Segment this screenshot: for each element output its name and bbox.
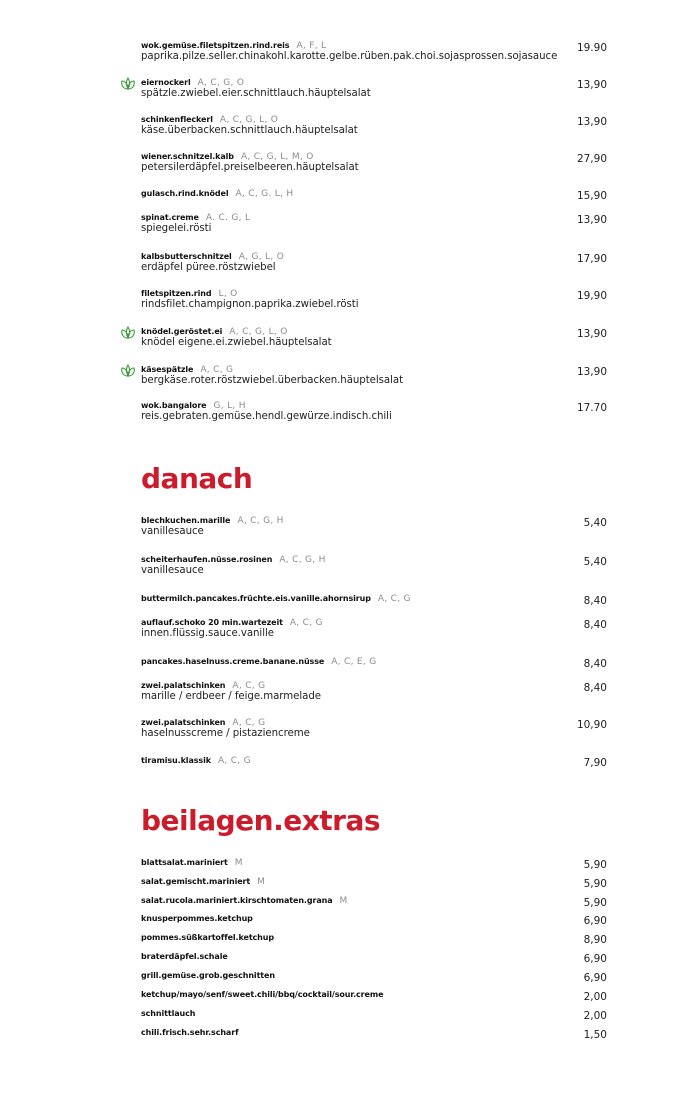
menu-item xyxy=(141,555,607,576)
leaf-icon xyxy=(120,326,136,340)
item-description: spätzle.zwiebel.eier.schnittlauch.häuptelsalat xyxy=(141,88,371,99)
item-allergens: L, O xyxy=(218,289,238,299)
item-description: rindsfilet.champignon.paprika.zwiebel.rösti xyxy=(141,299,359,310)
item-allergens: A, C, G xyxy=(232,681,266,691)
item-description: vanillesauce xyxy=(141,565,204,576)
item-allergens: G, L, H xyxy=(213,401,246,411)
menu-item xyxy=(141,152,607,173)
extra-item xyxy=(141,1009,607,1022)
item-allergens: A, C, G, O xyxy=(197,78,245,88)
item-price: 17.70 xyxy=(576,402,607,414)
item-name: grill.gemüse.grob.geschnitten xyxy=(141,971,275,980)
menu-item xyxy=(141,681,607,702)
item-description: marille / erdbeer / feige.marmelade xyxy=(141,691,321,702)
item-description: innen.flüssig.sauce.vanille xyxy=(141,628,274,639)
menu-item xyxy=(141,289,607,310)
item-name: salat.rucola.mariniert.kirschtomaten.grana xyxy=(141,896,333,905)
item-name: blechkuchen.marille xyxy=(141,516,231,525)
item-allergens: A, C, E, G xyxy=(331,657,377,667)
menu-item xyxy=(141,401,607,422)
item-price: 13,90 xyxy=(576,328,607,340)
item-price: 1,50 xyxy=(583,1029,607,1041)
item-allergens: A, G, L, O xyxy=(238,252,285,262)
item-price: 13,90 xyxy=(576,366,607,378)
item-name: schinkenfleckerl xyxy=(141,115,213,124)
item-name: pommes.süßkartoffel.ketchup xyxy=(141,933,274,942)
item-price: 19.90 xyxy=(576,42,607,54)
section-title-danach: danach xyxy=(141,462,253,495)
menu-item xyxy=(141,189,607,202)
item-allergens: M xyxy=(257,877,266,887)
extra-item xyxy=(141,990,607,1003)
item-price: 5,90 xyxy=(583,859,607,871)
item-price: 6,90 xyxy=(583,915,607,927)
item-description: paprika.pilze.seller.chinakohl.karotte.gelbe.rüben.pak.choi.sojasprossen.sojasauce xyxy=(141,51,558,62)
item-name: kalbsbutterschnitzel xyxy=(141,252,232,261)
item-name: wok.gemüse.filetspitzen.rind.reis xyxy=(141,41,290,50)
item-name: zwei.palatschinken xyxy=(141,718,226,727)
item-name: braterdäpfel.schale xyxy=(141,952,228,961)
item-allergens: M xyxy=(339,896,348,906)
item-price: 2,00 xyxy=(583,1010,607,1022)
item-description: vanillesauce xyxy=(141,526,204,537)
item-description: erdäpfel püree.röstzwiebel xyxy=(141,262,276,273)
item-allergens: A, F, L xyxy=(296,41,327,51)
item-name: schnittlauch xyxy=(141,1009,196,1018)
item-name: wiener.schnitzel.kalb xyxy=(141,152,234,161)
item-description: spiegelei.rösti xyxy=(141,223,212,234)
item-price: 6,90 xyxy=(583,972,607,984)
menu-item xyxy=(141,78,607,99)
extra-item xyxy=(141,877,607,890)
item-name: chili.frisch.sehr.scharf xyxy=(141,1028,239,1037)
menu-item xyxy=(141,657,607,670)
item-name: zwei.palatschinken xyxy=(141,681,226,690)
item-price: 5,40 xyxy=(583,517,607,529)
extra-item xyxy=(141,1028,607,1041)
item-name: blattsalat.mariniert xyxy=(141,858,228,867)
item-name: gulasch.rind.knödel xyxy=(141,189,229,198)
item-name: salat.gemischt.mariniert xyxy=(141,877,251,886)
item-price: 6,90 xyxy=(583,953,607,965)
item-price: 17,90 xyxy=(576,253,607,265)
item-allergens: A, C, G xyxy=(200,365,234,375)
extra-item xyxy=(141,933,607,946)
item-price: 13,90 xyxy=(576,79,607,91)
item-price: 8,40 xyxy=(583,682,607,694)
item-description: reis.gebraten.gemüse.hendl.gewürze.indisch.chili xyxy=(141,411,392,422)
menu-item xyxy=(141,594,607,607)
item-name: wok.bangalore xyxy=(141,401,207,410)
item-price: 5,90 xyxy=(583,897,607,909)
item-description: haselnusscreme / pistaziencreme xyxy=(141,728,310,739)
item-allergens: A, C, G xyxy=(377,594,411,604)
leaf-icon xyxy=(120,364,136,378)
item-name: knödel.geröstet.ei xyxy=(141,327,223,336)
item-name: pancakes.haselnuss.creme.banane.nüsse xyxy=(141,657,325,666)
item-price: 7,90 xyxy=(583,757,607,769)
extra-item xyxy=(141,914,607,927)
item-allergens: A, C, G, L, O xyxy=(219,115,279,125)
item-description: petersilerdäpfel.preiselbeeren.häuptelsalat xyxy=(141,162,359,173)
item-description: käse.überbacken.schnittlauch.häuptelsalat xyxy=(141,125,358,136)
item-price: 5,90 xyxy=(583,878,607,890)
item-price: 5,40 xyxy=(583,556,607,568)
menu-item xyxy=(141,252,607,273)
item-allergens: A, C, G, H xyxy=(237,516,284,526)
menu-item xyxy=(141,618,607,639)
item-name: käsespätzle xyxy=(141,365,194,374)
item-allergens: A, C, G, L, M, O xyxy=(240,152,314,162)
item-price: 19,90 xyxy=(576,290,607,302)
menu-item xyxy=(141,213,607,234)
extra-item xyxy=(141,952,607,965)
item-price: 13,90 xyxy=(576,214,607,226)
menu-item xyxy=(141,516,607,537)
item-price: 13,90 xyxy=(576,116,607,128)
section-title-beilagen: beilagen.extras xyxy=(141,804,381,837)
item-price: 8,90 xyxy=(583,934,607,946)
item-name: tiramisu.klassik xyxy=(141,756,211,765)
item-name: filetspitzen.rind xyxy=(141,289,212,298)
item-name: spinat.creme xyxy=(141,213,199,222)
menu-item xyxy=(141,115,607,136)
item-description: knödel eigene.ei.zwiebel.häuptelsalat xyxy=(141,337,332,348)
menu-item xyxy=(141,41,607,62)
item-price: 8,40 xyxy=(583,619,607,631)
item-name: eiernockerl xyxy=(141,78,191,87)
menu-item xyxy=(141,365,607,386)
menu-item xyxy=(141,756,607,769)
item-name: buttermilch.pancakes.früchte.eis.vanille.ahornsirup xyxy=(141,594,371,603)
item-name: auflauf.schoko 20 min.wartezeit xyxy=(141,618,283,627)
item-allergens: A. C. G, L xyxy=(205,213,251,223)
item-allergens: A, C, G. L, H xyxy=(235,189,294,199)
item-allergens: M xyxy=(234,858,243,868)
extra-item xyxy=(141,858,607,871)
item-price: 8,40 xyxy=(583,658,607,670)
item-allergens: A, C, G xyxy=(217,756,251,766)
item-name: ketchup/mayo/senf/sweet.chili/bbq/cocktail/sour.creme xyxy=(141,990,384,999)
menu-item xyxy=(141,718,607,739)
item-allergens: A, C, G xyxy=(289,618,323,628)
item-price: 10,90 xyxy=(576,719,607,731)
item-description: bergkäse.roter.röstzwiebel.überbacken.häuptelsalat xyxy=(141,375,404,386)
extra-item xyxy=(141,971,607,984)
leaf-icon xyxy=(120,77,136,91)
item-price: 15,90 xyxy=(576,190,607,202)
extra-item xyxy=(141,896,607,909)
item-name: scheiterhaufen.nüsse.rosinen xyxy=(141,555,273,564)
menu-item xyxy=(141,327,607,348)
item-price: 27,90 xyxy=(576,153,607,165)
item-name: knusperpommes.ketchup xyxy=(141,914,253,923)
item-allergens: A, C, G xyxy=(232,718,266,728)
item-price: 8,40 xyxy=(583,595,607,607)
item-allergens: A, C, G, H xyxy=(279,555,326,565)
item-allergens: A, C, G, L, O xyxy=(229,327,288,337)
item-price: 2,00 xyxy=(583,991,607,1003)
